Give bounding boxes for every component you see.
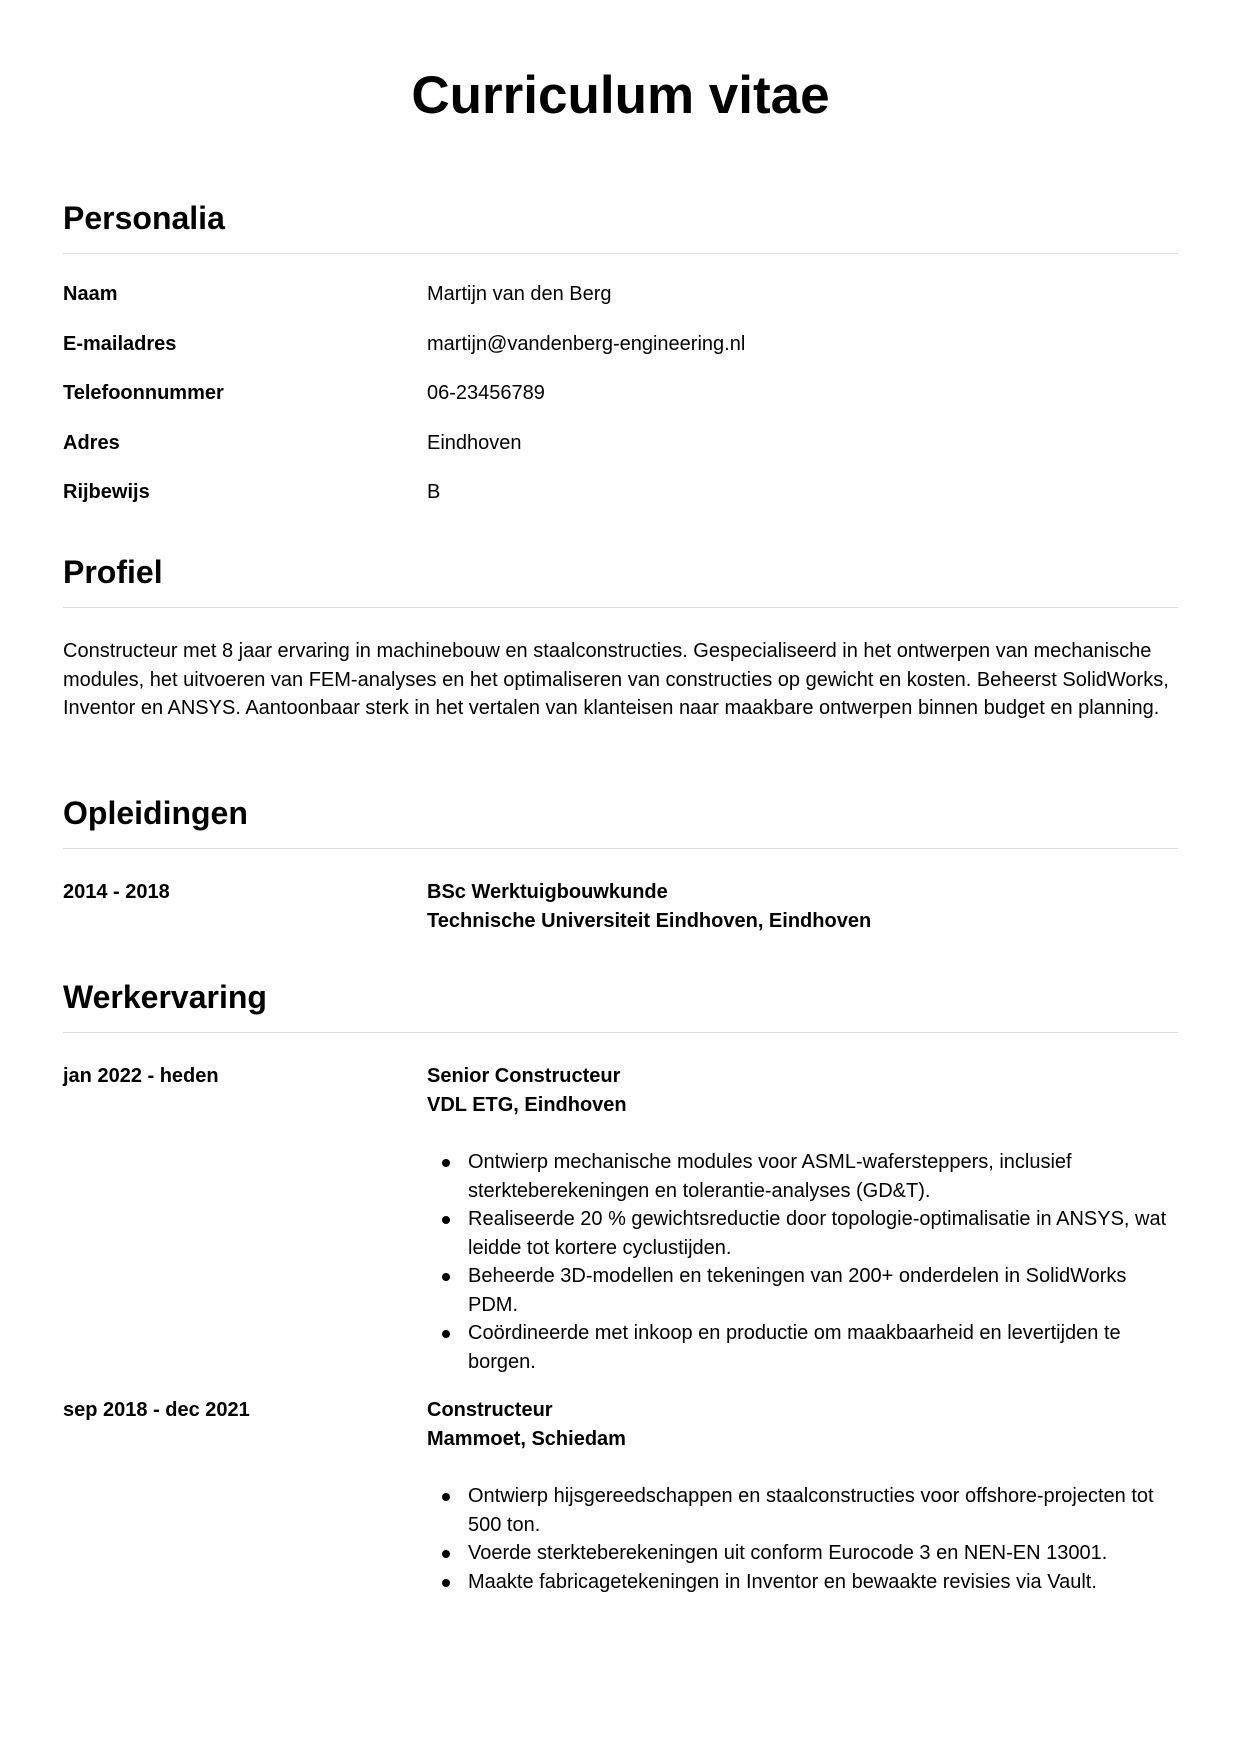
work-period: jan 2022 - heden: [63, 1065, 219, 1087]
field-value: 06-23456789: [427, 382, 545, 404]
education-entry: [63, 878, 1178, 936]
document-title: Curriculum vitae: [411, 66, 830, 125]
section-heading: Personalia: [63, 196, 1178, 254]
education-institution: Technische Universiteit Eindhoven, Eindhoven: [427, 910, 872, 932]
profile-text: Constructeur met 8 jaar ervaring in machinebouw en staalconstructies. Gespecialiseerd in het ontwerpen van mechanische modules, het uitvoeren van FEM-analyses en het optimaliseren van constructies op gewicht en kosten. Beheerst SolidWorks, Inventor en ANSYS. Aantoonbaar sterk in het vertalen van klanteisen naar maakbare ontwerpen binnen budget en planning.: [63, 640, 1169, 719]
field-value: martijn@vandenberg-engineering.nl: [427, 332, 746, 355]
list-item: Realiseerde 20 % gewichtsreductie door topologie-optimalisatie in ANSYS, wat leidde tot kortere cyclustijden.: [468, 1205, 1178, 1262]
duty-list: [427, 1482, 1178, 1596]
field-label: Telefoonnummer: [63, 382, 224, 404]
section-werkervaring: [63, 975, 1178, 1596]
work-company: Mammoet, Schiedam: [427, 1428, 626, 1450]
personalia-row-rijbewijs: [63, 480, 1178, 530]
field-value: Martijn van den Berg: [427, 283, 612, 305]
field-label: Rijbewijs: [63, 481, 150, 503]
field-label: Naam: [63, 283, 118, 305]
field-value: B: [427, 481, 441, 503]
section-heading: Opleidingen: [63, 791, 1178, 849]
list-item: Maakte fabricagetekeningen in Inventor en bewaakte revisies via Vault.: [468, 1568, 1178, 1597]
work-entry: [63, 1396, 1178, 1596]
section-heading: Werkervaring: [63, 975, 1178, 1033]
duty-list: [427, 1148, 1178, 1376]
list-item: Ontwierp mechanische modules voor ASML-wafersteppers, inclusief sterkteberekeningen en tolerantie-analyses (GD&T).: [468, 1148, 1178, 1205]
education-period: 2014 - 2018: [63, 881, 170, 903]
personalia-row-adres: [63, 431, 1178, 481]
work-period: sep 2018 - dec 2021: [63, 1399, 250, 1421]
section-heading: Profiel: [63, 550, 1178, 608]
work-entry: [63, 1062, 1178, 1376]
work-title: Constructeur: [427, 1399, 553, 1421]
personalia-row-email: [63, 332, 1178, 382]
section-personalia: [63, 196, 1178, 530]
section-profiel: [63, 550, 1178, 723]
education-title: BSc Werktuigbouwkunde: [427, 881, 668, 903]
work-title: Senior Constructeur: [427, 1065, 621, 1087]
work-company: VDL ETG, Eindhoven: [427, 1094, 627, 1116]
section-opleidingen: [63, 791, 1178, 936]
personalia-row-telefoon: [63, 381, 1178, 431]
list-item: Coördineerde met inkoop en productie om maakbaarheid en levertijden te borgen.: [468, 1319, 1178, 1376]
field-label: E-mailadres: [63, 332, 177, 355]
list-item: Beheerde 3D-modellen en tekeningen van 200+ onderdelen in SolidWorks PDM.: [468, 1262, 1178, 1319]
list-item: Ontwierp hijsgereedschappen en staalconstructies voor offshore-projecten tot 500 ton.: [468, 1482, 1178, 1539]
field-value: Eindhoven: [427, 431, 522, 454]
personalia-list: [63, 282, 1178, 530]
field-label: Adres: [63, 431, 120, 454]
personalia-row-naam: [63, 282, 1178, 332]
list-item: Voerde sterkteberekeningen uit conform Eurocode 3 en NEN-EN 13001.: [468, 1539, 1178, 1568]
